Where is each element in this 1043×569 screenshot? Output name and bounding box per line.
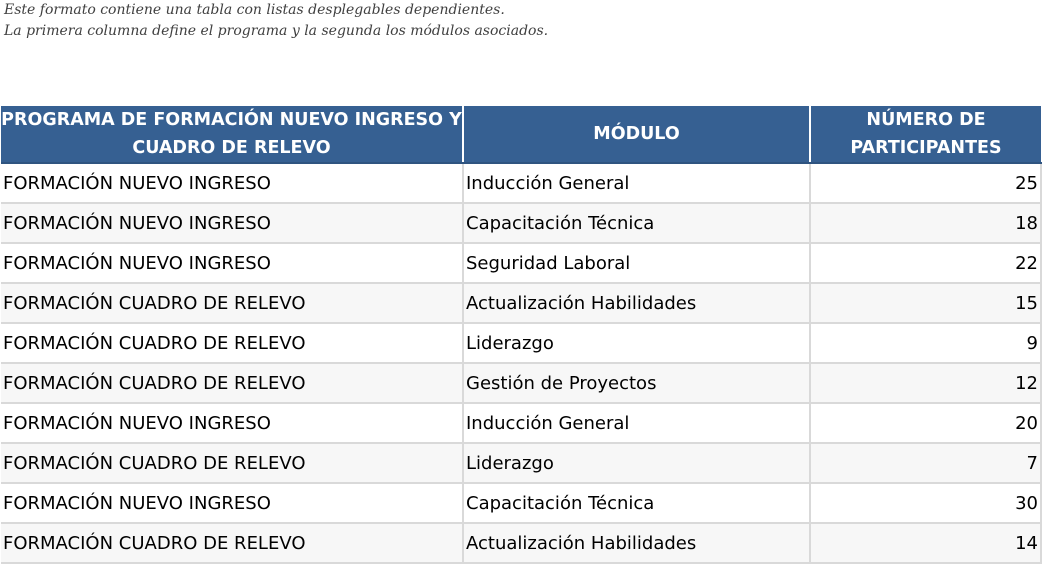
instructions-note: [4, 0, 548, 42]
participantes-cell[interactable]: 12: [810, 363, 1041, 403]
programa-cell[interactable]: FORMACIÓN CUADRO DE RELEVO: [1, 443, 463, 483]
modulo-cell[interactable]: Capacitación Técnica: [463, 483, 810, 523]
table-row: [1, 203, 1041, 243]
modulo-cell[interactable]: Liderazgo: [463, 323, 810, 363]
table-row: [1, 163, 1041, 203]
programa-cell[interactable]: FORMACIÓN NUEVO INGRESO: [1, 203, 463, 243]
participantes-cell[interactable]: 15: [810, 283, 1041, 323]
training-table: [1, 106, 1042, 564]
header-programa[interactable]: PROGRAMA DE FORMACIÓN NUEVO INGRESO Y CUADRO DE RELEVO: [1, 106, 463, 163]
participantes-cell[interactable]: 9: [810, 323, 1041, 363]
table-row: [1, 483, 1041, 523]
table-row: [1, 443, 1041, 483]
modulo-cell[interactable]: Capacitación Técnica: [463, 203, 810, 243]
table-row: [1, 323, 1041, 363]
table-row: [1, 283, 1041, 323]
modulo-cell[interactable]: Inducción General: [463, 403, 810, 443]
programa-cell[interactable]: FORMACIÓN CUADRO DE RELEVO: [1, 523, 463, 563]
programa-cell[interactable]: FORMACIÓN CUADRO DE RELEVO: [1, 363, 463, 403]
table-row: [1, 403, 1041, 443]
instruction-line-1: Este formato contiene una tabla con listas desplegables dependientes.: [4, 2, 505, 18]
programa-cell[interactable]: FORMACIÓN CUADRO DE RELEVO: [1, 323, 463, 363]
programa-cell[interactable]: FORMACIÓN NUEVO INGRESO: [1, 483, 463, 523]
participantes-cell[interactable]: 7: [810, 443, 1041, 483]
participantes-cell[interactable]: 22: [810, 243, 1041, 283]
modulo-cell[interactable]: Inducción General: [463, 163, 810, 203]
modulo-cell[interactable]: Liderazgo: [463, 443, 810, 483]
instruction-line-2: La primera columna define el programa y la segunda los módulos asociados.: [4, 23, 549, 39]
participantes-cell[interactable]: 18: [810, 203, 1041, 243]
programa-cell[interactable]: FORMACIÓN CUADRO DE RELEVO: [1, 283, 463, 323]
modulo-cell[interactable]: Gestión de Proyectos: [463, 363, 810, 403]
programa-cell[interactable]: FORMACIÓN NUEVO INGRESO: [1, 163, 463, 203]
programa-cell[interactable]: FORMACIÓN NUEVO INGRESO: [1, 243, 463, 283]
header-modulo[interactable]: MÓDULO: [463, 106, 810, 163]
modulo-cell[interactable]: Actualización Habilidades: [463, 283, 810, 323]
header-row: [1, 106, 1041, 163]
modulo-cell[interactable]: Actualización Habilidades: [463, 523, 810, 563]
programa-cell[interactable]: FORMACIÓN NUEVO INGRESO: [1, 403, 463, 443]
table-row: [1, 363, 1041, 403]
header-participantes[interactable]: NÚMERO DE PARTICIPANTES: [810, 106, 1041, 163]
participantes-cell[interactable]: 20: [810, 403, 1041, 443]
participantes-cell[interactable]: 25: [810, 163, 1041, 203]
participantes-cell[interactable]: 14: [810, 523, 1041, 563]
participantes-cell[interactable]: 30: [810, 483, 1041, 523]
table-row: [1, 243, 1041, 283]
modulo-cell[interactable]: Seguridad Laboral: [463, 243, 810, 283]
table-row: [1, 523, 1041, 563]
